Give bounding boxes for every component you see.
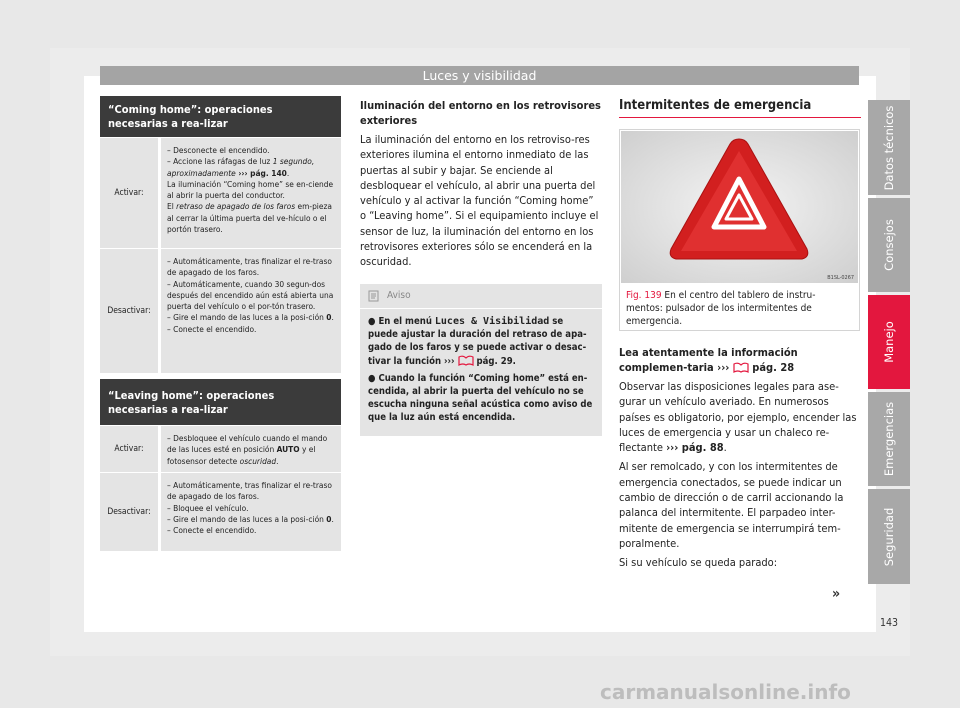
page-number: 143	[879, 617, 899, 629]
tab-emergencias[interactable]: Emergencias	[868, 392, 910, 486]
aviso-box	[360, 284, 602, 436]
hazard-button-image	[621, 131, 858, 283]
middle-column	[360, 98, 602, 436]
body-text: Al ser remolcado, y con los intermitentes de emergencia conectados, se puede indicar un cambio de dirección o de carril accionando la palanca del intermitente. El parpadeo inter-mitente de emergencia se interrumpirá tem-poralmente.	[619, 460, 844, 550]
book-icon	[733, 361, 749, 373]
page-link[interactable]: ››› pág. 140	[235, 167, 287, 178]
table-row	[100, 137, 341, 248]
page-link[interactable]: pág. 29	[473, 355, 513, 367]
row-label: Activar:	[100, 426, 161, 472]
lead-text: Lea atentamente la información complemen-taria ››› pág. 28	[619, 346, 798, 374]
body-text: Si su vehículo se queda parado:	[619, 556, 778, 570]
figure-caption: Fig. 139 En el centro del tablero de instru-mentos: pulsador de los intermitentes de emergencia.	[626, 290, 816, 327]
list-item: ● Cuando la función “Coming home” está en-cendida, al abrir la puerta del vehículo no se escucha ninguna señal acústica como aviso de que la luz aún está encendida.	[368, 372, 593, 423]
continue-marker: »	[832, 586, 841, 602]
tab-seguridad[interactable]: Seguridad	[868, 489, 910, 584]
row-label: Desactivar:	[100, 473, 161, 551]
row-value: – Desconecte el encendido. – Accione las ráfagas de luz 1 segundo, aproximadamente ››› pág. 140. La iluminación “Coming home” se en-ciende al abrir la puerta del conductor. El retraso de apagado de los faros em-pieza al cerrar la última puerta del ve-hículo o el portón trasero.	[167, 145, 334, 235]
right-column	[619, 98, 861, 571]
row-label: Activar:	[100, 138, 161, 248]
table-row	[100, 248, 341, 373]
section-heading: Iluminación del entorno en los retrovisores exteriores	[360, 99, 601, 127]
row-value: – Automáticamente, tras finalizar el re-traso de apagado de los faros. – Bloquee el vehículo. – Gire el mando de las luces a la posi-ción 0. – Conecte el encendido.	[167, 480, 334, 536]
table-row	[100, 472, 341, 551]
figure	[619, 129, 860, 331]
row-label: Desactivar:	[100, 249, 161, 373]
body-text: La iluminación del entorno en los retroviso-res exteriores ilumina el entorno inmediato de las puertas al subir y bajar. Se enciende al desbloquear el vehículo, al abrir una puerta del vehículo y al activar la función “Coming home” o “Leaving home”. Si el equipamiento incluye el sensor de luz, la iluminación del entorno en los retrovisores exteriores sólo se encenderá en la oscuridad.	[360, 133, 599, 269]
leaving-home-table-title: “Leaving home”: operaciones necesarias a rea-lizar	[100, 379, 341, 425]
tab-manejo[interactable]: Manejo	[868, 295, 910, 389]
page-link[interactable]: pág. 28	[748, 361, 795, 374]
info-icon	[368, 290, 379, 302]
left-column	[100, 96, 341, 551]
tab-consejos[interactable]: Consejos	[868, 198, 910, 292]
page-link[interactable]: ››› pág. 88	[666, 441, 724, 455]
watermark: carmanualsonline.info	[600, 680, 851, 704]
figure-code: B1SL-0267	[827, 275, 854, 281]
aviso-header: Aviso	[360, 284, 602, 309]
list-item: ● En el menú Luces & Visibilidad se puede ajustar la duración del retraso de apa-gado de los faros y se puede activar o desac-tivar la función ››› pág. 29.	[368, 315, 587, 367]
row-value: – Automáticamente, tras finalizar el re-traso de apagado de los faros. – Automáticamente, cuando 30 segun-dos después del encendido aún está abierta una puerta del vehículo o el por-tón trasero. – Gire el mando de las luces a la posi-ción 0. – Conecte el encendido.	[167, 256, 334, 334]
row-value: – Desbloquee el vehículo cuando el mando de las luces esté en posición AUTO y el fotosensor detecte oscuridad.	[167, 433, 328, 466]
tab-datos-tecnicos[interactable]: Datos técnicos	[868, 100, 910, 195]
hazard-triangle-icon	[621, 131, 858, 283]
book-icon	[458, 354, 474, 366]
section-heading: Intermitentes de emergencia	[619, 98, 861, 118]
body-text: Observar las disposiciones legales para ase-gurar un vehículo averiado. En numerosos países es obligatorio, por ejemplo, encender las luces de emergencia y usar un chaleco re-flectante ››› pág. 88.	[619, 380, 857, 455]
page-header: Luces y visibilidad	[100, 66, 859, 85]
table-row	[100, 425, 341, 472]
aviso-body	[360, 309, 602, 424]
coming-home-table-title: “Coming home”: operaciones necesarias a rea-lizar	[100, 96, 341, 137]
